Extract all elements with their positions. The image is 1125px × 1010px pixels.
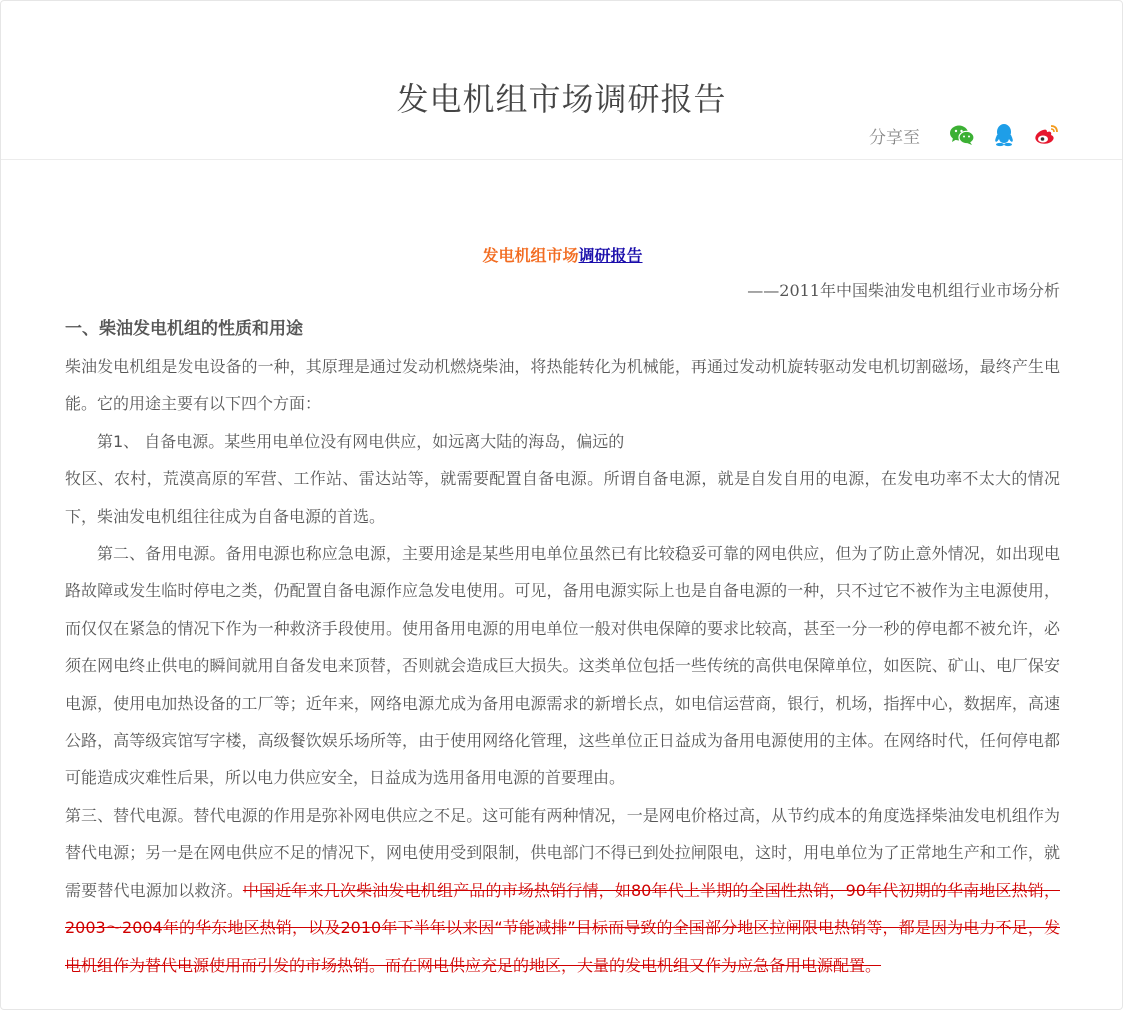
article-heading-link[interactable]: 调研报告 [578, 246, 643, 265]
paragraph-second: 第二、备用电源。备用电源也称应急电源，主要用途是某些用电单位虽然已有比较稳妥可靠的网电供应，但为了防止意外情况，如出现电路故障或发生临时停电之类，仍配置自备电源作应急发电使用。可见，备用电源实际上也是自备电源的一种，只不过它不被作为主电源使用，而仅仅在紧急的情况下作为一种救济手段使用。使用备用电源的用电单位一般对供电保障的要求比较高，甚至一分一秒的停电都不被允许，必须在网电终止供电的瞬间就用自备发电来顶替，否则就会造成巨大损失。这类单位包括一些传统的高供电保障单位，如医院、矿山、电厂保安电源，使用电加热设备的工厂等；近年来，网络电源尤成为备用电源需求的新增长点，如电信运营商，银行，机场，指挥中心，数据库，高速公路，高等级宾馆写字楼，高级餐饮娱乐场所等，由于使用网络化管理，这些单位正日益成为备用电源使用的主体。在网络时代，任何停电都可能造成灾难性后果，所以电力供应安全，日益成为选用备用电源的首要理由。 [65, 544, 1060, 788]
section-heading: 一、柴油发电机组的性质和用途 [65, 319, 303, 339]
paragraph-first-rest: 牧区、农村，荒漠高原的军营、工作站、雷达站等，就需要配置自备电源。所谓自备电源，就是自发自用的电源，在发电功率不太大的情况下，柴油发电机组往往成为自备电源的首选。 [65, 469, 1060, 526]
paragraph-third-struck: 中国近年来几次柴油发电机组产品的市场热销行情，如80年代上半期的全国性热销，90年代初期的华南地区热销，2003～2004年的华东地区热销，以及2010年下半年以来因“节能减排”目标而导致的全国部分地区拉闸限电热销等，都是因为电力不足，发电机组作为替代电源使用而引发的市场热销。而在网电供应充足的地区，大量的发电机组又作为应急备用电源配置。 [65, 880, 1060, 975]
qq-icon[interactable] [990, 121, 1018, 149]
article-heading-text: 发电机组市场 [482, 246, 579, 265]
wechat-icon[interactable] [948, 121, 976, 149]
article-subtitle: ——2011年中国柴油发电机组行业市场分析 [747, 281, 1060, 300]
share-bar [869, 121, 1060, 149]
paragraph-third [65, 797, 1060, 984]
page-header [1, 1, 1122, 160]
share-label: 分享至 [869, 127, 920, 148]
paragraph-third-text: 第三、替代电源。替代电源的作用是弥补网电供应之不足。这可能有两种情况，一是网电价格过高，从节约成本的角度选择柴油发电机组作为替代电源；另一是在网电供应不足的情况下，网电使用受到限制，供电部门不得已到处拉闸限电，这时，用电单位为了正常地生产和工作，就需要替代电源加以救济。 [65, 805, 1060, 900]
page-title: 发电机组市场调研报告 [396, 80, 727, 119]
article-heading [65, 241, 1060, 271]
weibo-icon[interactable] [1032, 121, 1060, 149]
paragraph-intro: 柴油发电机组是发电设备的一种，其原理是通过发动机燃烧柴油，将热能转化为机械能，再通过发动机旋转驱动发电机切割磁场，最终产生电能。它的用途主要有以下四个方面： [65, 357, 1060, 414]
article-content [65, 241, 1060, 984]
paragraph-first-line: 第1、 自备电源。某些用电单位没有网电供应，如远离大陆的海岛，偏远的 [97, 431, 625, 451]
